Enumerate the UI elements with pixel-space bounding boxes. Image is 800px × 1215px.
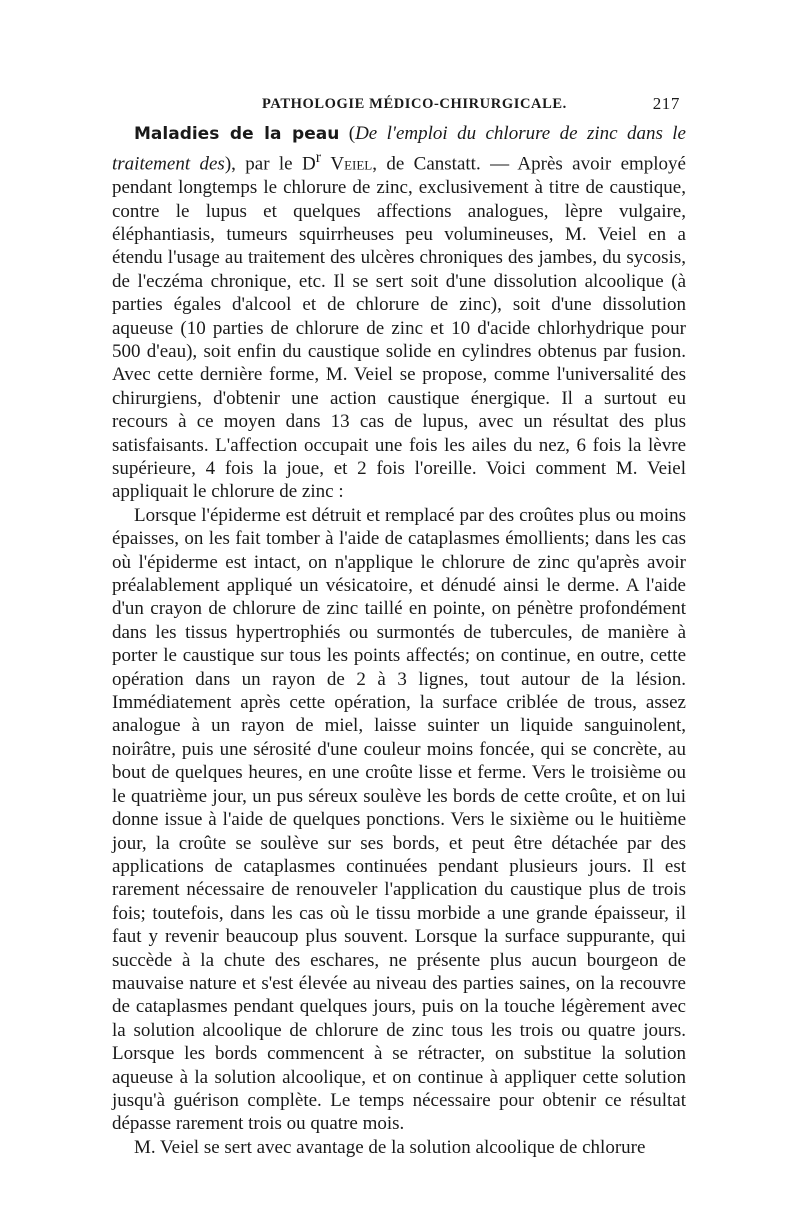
section-subtitle: De l'emploi du chlorure de zinc dans le traitement des — [112, 123, 686, 175]
paragraph-2: Lorsque l'épiderme est détruit et remplacé par des croûtes plus ou moins épaisses, on les fait tomber à l'aide de cataplasmes émollients; dans les cas où l'épiderme est intact, on n'applique le chlorure de zinc qu'après avoir préalablement appliqué un vésicatoire, et dénudé ainsi le derme. A l'aide d'un crayon de chlorure de zinc taillé en pointe, on pénètre profondément dans les tissus hypertrophiés ou surmontés de tubercules, de manière à porter le caustique sur tous les points affectés; on continue, en outre, cette opération dans un rayon de 2 à 3 lignes, tout autour de la lésion. Immédiatement après cette opération, la surface criblée de trous, assez analogue à un rayon de miel, laisse suinter un liquide sanguinolent, noirâtre, puis une sérosité d'une couleur moins foncée, qui se concrète, au bout de quelques heures, en une croûte lisse et ferme. Vers le troisième ou le quatrième jour, un pus séreux soulève les bords de cette croûte, et on lui donne issue à l'aide de quelques ponctions. Vers le sixième ou le huitième jour, la croûte se soulève sur ses bords, et peut être détachée par des applications de cataplasmes continuées pendant plusieurs jours. Il est rarement nécessaire de renouveler l'application du caustique plus de trois fois; toutefois, dans les cas où le tissu morbide a une grande épaisseur, il faut y revenir beaucoup plus souvent. Lorsque la surface suppurante, qui succède à la chute des eschares, ne présente plus aucun bourgeon de mauvaise nature et s'est élevée au niveau des parties saines, on la recouvre de cataplasmes pendant quelques jours, puis on la touche légèrement avec la solution alcoolique de chlorure de zinc tous les trois ou quatre jours. Lorsque les bords commencent à se rétracter, on substitue la solution aqueuse à la solution alcoolique, et on continue à appliquer cette solution jusqu'à guérison complète. Le temps nécessaire pour obtenir ce résultat dépasse rarement trois ou quatre mois. — [112, 504, 686, 1135]
author-title-superscript: r — [315, 149, 321, 167]
author-name: Veiel — [330, 153, 373, 175]
paragraph-1-text: , de Canstatt. — Après avoir employé pendant longtemps le chlorure de zinc, exclusivement à titre de caustique, contre le lupus et quelques affections analogues, lèpre vulgaire, éléphantiasis, tumeurs squirrheuses peu volumineuses, M. Veiel en a étendu l'usage au traitement des ulcères chroniques des jambes, du sycosis, de l'eczéma chronique, etc. Il se sert soit d'une dissolution alcoolique (à parties égales d'alcool et de chlorure de zinc), soit d'une dissolution aqueuse (10 parties de chlorure de zinc et 10 d'acide chlorhydrique pour 500 d'eau), soit enfin du caustique solide en cylindres obtenus par fusion. Avec cette dernière forme, M. Veiel se propose, comme l'universalité des chirurgiens, d'obtenir une action caustique énergique. Il a surtout eu recours à ce moyen dans 13 cas de lupus, avec un résultat des plus satisfaisants. L'affection occupait une fois les ailes du nez, 6 fois la lèvre supérieure, 4 fois la joue, et 2 fois l'oreille. Voici comment M. Veiel appliquait le chlorure de zinc : — [112, 153, 686, 503]
page-header — [112, 92, 686, 122]
running-title: PATHOLOGIE MÉDICO-CHIRURGICALE. — [262, 96, 567, 112]
author-prefix: ), par le D — [224, 153, 316, 175]
page-number: 217 — [652, 94, 680, 113]
paragraph-1 — [112, 122, 686, 504]
body-text — [112, 122, 686, 1159]
section-heading: Maladies de la peau — [134, 124, 340, 144]
subtitle-open: ( — [339, 123, 356, 144]
paragraph-3: M. Veiel se sert avec avantage de la solution alcoolique de chlorure — [134, 1136, 646, 1158]
book-page — [112, 92, 686, 1159]
